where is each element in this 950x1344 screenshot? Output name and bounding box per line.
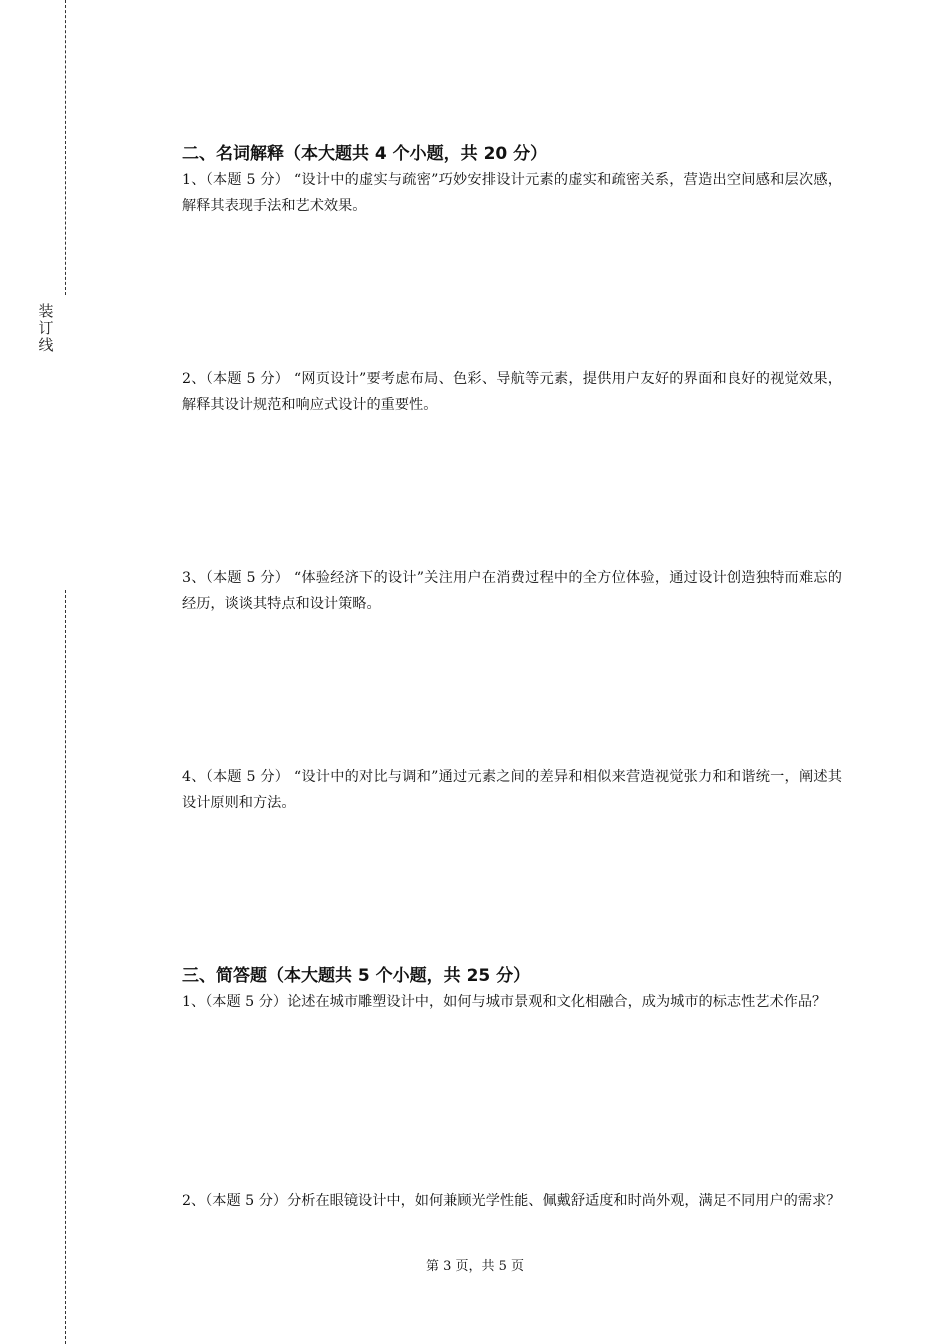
binding-label-char: 装 [38, 302, 54, 320]
section-heading-short-answer: 三、简答题（本大题共 5 个小题，共 25 分） [182, 966, 531, 986]
binding-label-char: 线 [38, 336, 54, 354]
binding-label [36, 303, 56, 354]
section-heading-definitions: 二、名词解释（本大题共 4 个小题，共 20 分） [182, 144, 548, 164]
binding-label-char: 订 [38, 319, 54, 337]
question-definition-4: 4、（本题 5 分） “设计中的对比与调和”通过元素之间的差异和相似来营造视觉张力和和谐统一，阐述其设计原则和方法。 [182, 769, 842, 811]
page-number: 第 3 页，共 5 页 [425, 1259, 525, 1274]
binding-line-top [65, 0, 66, 295]
question-short-answer-1: 1、（本题 5 分）论述在城市雕塑设计中，如何与城市景观和文化相融合，成为城市的标志性艺术作品？ [182, 994, 827, 1010]
binding-line-bottom [65, 590, 66, 1344]
question-definition-3: 3、（本题 5 分） “体验经济下的设计”关注用户在消费过程中的全方位体验，通过设计创造独特而难忘的经历，谈谈其特点和设计策略。 [182, 570, 842, 612]
question-definition-2: 2、（本题 5 分） “网页设计”要考虑布局、色彩、导航等元素，提供用户友好的界面和良好的视觉效果，解释其设计规范和响应式设计的重要性。 [182, 371, 842, 413]
question-definition-1: 1、（本题 5 分） “设计中的虚实与疏密”巧妙安排设计元素的虚实和疏密关系，营造出空间感和层次感，解释其表现手法和艺术效果。 [182, 172, 842, 214]
question-short-answer-2: 2、（本题 5 分）分析在眼镜设计中，如何兼顾光学性能、佩戴舒适度和时尚外观，满足不同用户的需求？ [182, 1193, 841, 1209]
